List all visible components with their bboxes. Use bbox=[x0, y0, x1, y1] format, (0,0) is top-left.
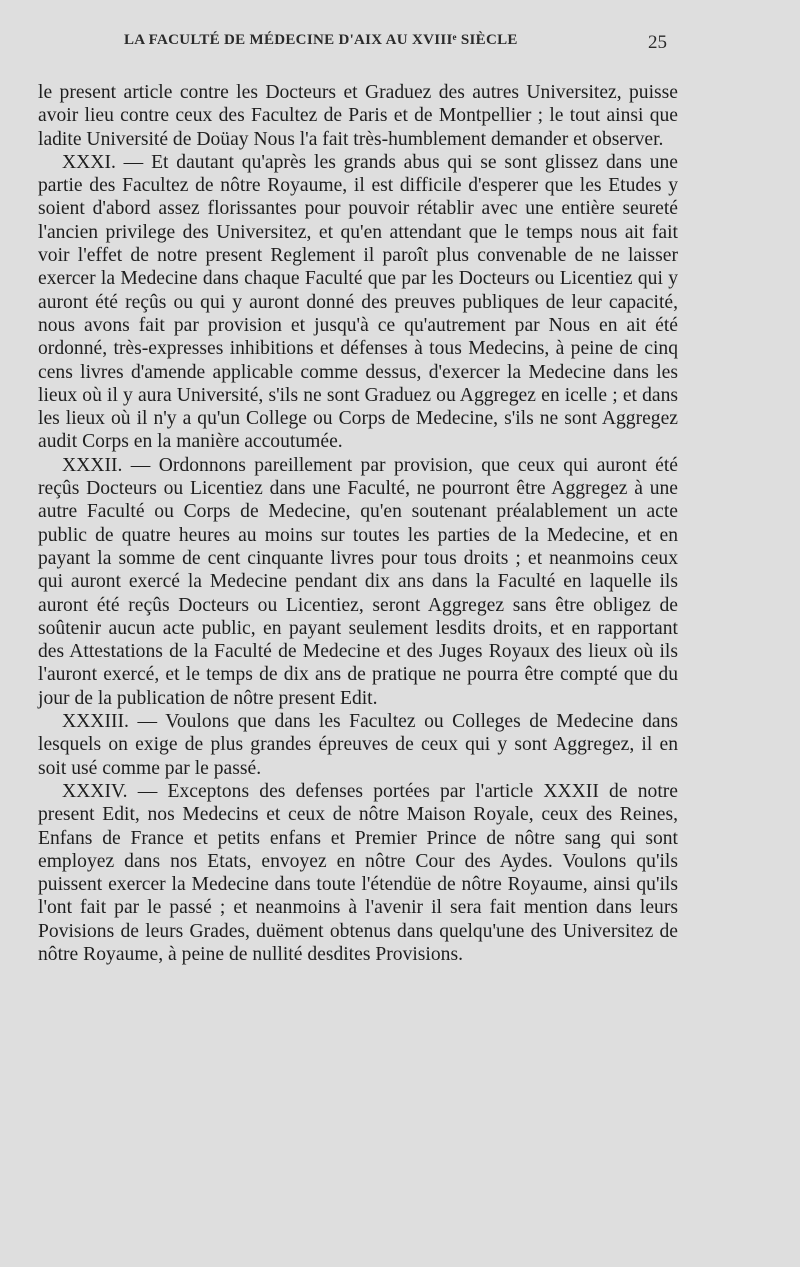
paragraph-article-xxxi: XXXI. — Et dautant qu'après les grands abus qui se sont glissez dans une partie des Facultez de nôtre Royaume, il est difficile d'esperer que les Etudes y soient d'abord assez florissantes pour pouvoir rétablir avec une entière seureté l'ancien privilege des Universitez, et qu'en attendant que le temps nous ait fait voir l'effet de notre present Reglement il paroît plus convenable de ne laisser exercer la Medecine dans chaque Faculté que par les Docteurs ou Licentiez qui y auront été reçûs ou qui y auront donné des preuves publiques de leur capacité, nous avons fait par provision et jusqu'à ce qu'autrement par Nous en ait été ordonné, très-expresses inhibitions et défenses à tous Medecins, à peine de cinq cens livres d'amende applicable comme dessus, d'exercer la Medecine dans les lieux où il y aura Université, s'ils ne sont Graduez ou Aggregez en icelle ; et dans les lieux où il n'y a qu'un College ou Corps de Medecine, s'ils ne sont Aggregez audit Corps en la manière accoutumée. bbox=[38, 151, 678, 453]
paragraph-article-xxxii: XXXII. — Ordonnons pareillement par provision, que ceux qui auront été reçûs Docteurs ou Licentiez dans une Faculté, ne pourront être Aggregez à une autre Faculté ou Corps de Medecine, qu'en soutenant préalablement un acte public de quatre heures au moins sur toutes les parties de la Medecine, et en payant la somme de cent cinquante livres pour tous droits ; et neanmoins ceux qui auront exercé la Medecine pendant dix ans dans la Faculté en laquelle ils auront été reçûs Docteurs ou Licentiez, seront Aggregez sans être obligez de soûtenir aucun acte public, en payant seulement lesdits droits, et en rapportant des Attestations de la Faculté de Medecine et des Juges Royaux des lieux où ils l'auront exercé, et le temps de dix ans de pratique ne pourra être compté que du jour de la publication de nôtre present Edit. bbox=[38, 454, 678, 709]
paragraph-article-xxxiv: XXXIV. — Exceptons des defenses portées par l'article XXXII de notre present Edit, nos Medecins et ceux de nôtre Maison Royale, ceux des Reines, Enfans de France et petits enfans et Premier Prince de nôtre sang qui sont employez dans nos Etats, envoyez en nôtre Cour des Aydes. Voulons qu'ils puissent exercer la Medecine dans toute l'étendüe de nôtre Royaume, ainsi qu'ils l'ont fait par le passé ; et neanmoins à l'avenir il sera fait mention dans leurs Povisions de leurs Grades, duëment obtenus dans quelqu'une des Universitez de nôtre Royaume, à peine de nullité desdites Provisions. bbox=[38, 780, 678, 965]
page-number: 25 bbox=[648, 32, 667, 53]
paragraph-article-xxxiii: XXXIII. — Voulons que dans les Facultez ou Colleges de Medecine dans lesquels on exige de plus grandes épreuves de ceux qui y sont Aggregez, il en soit usé comme par le passé. bbox=[38, 711, 678, 779]
running-title: LA FACULTÉ DE MÉDECINE D'AIX AU XVIIIᵉ SIÈCLE bbox=[124, 32, 518, 48]
paragraph-continuation: le present article contre les Docteurs et Graduez des autres Universitez, puisse avoir lieu contre ceux des Facultez de Paris et de Montpellier ; le tout ainsi que ladite Université de Doüay Nous l'a fait très-humblement demander et observer. bbox=[38, 82, 678, 150]
running-header bbox=[0, 32, 800, 58]
body-text bbox=[38, 81, 678, 966]
